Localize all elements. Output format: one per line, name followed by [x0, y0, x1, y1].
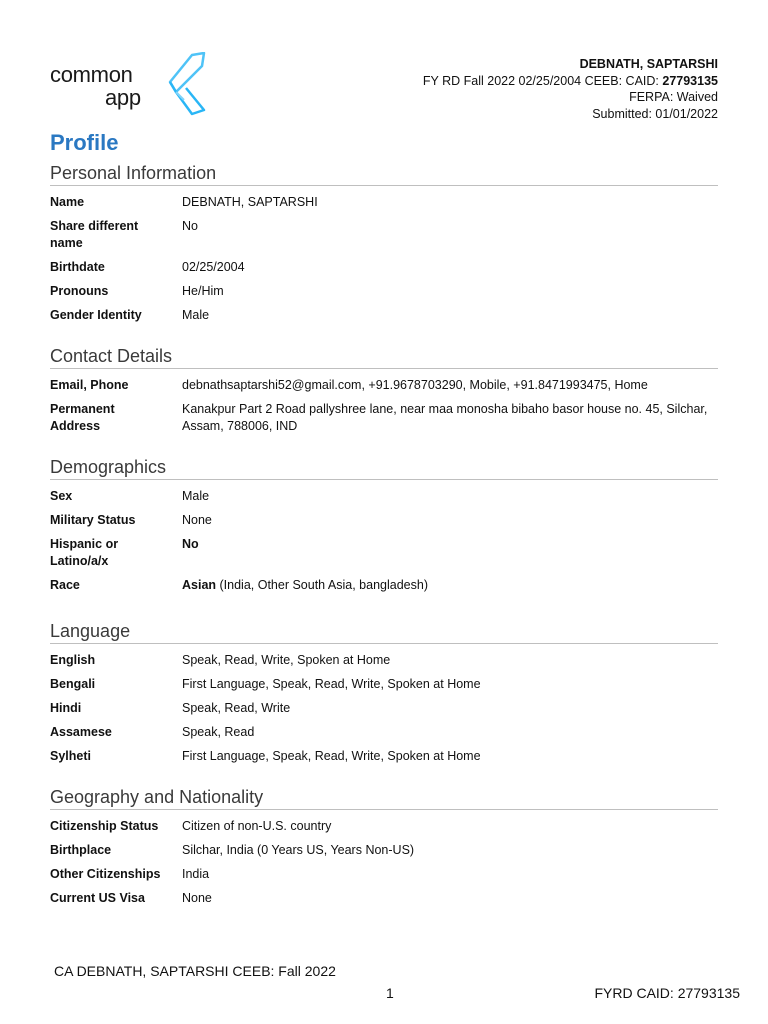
- field-label: Assamese: [50, 725, 112, 739]
- demographics-section: [50, 456, 718, 594]
- field-label: Hindi: [50, 701, 82, 715]
- row-citizenship-status: [50, 818, 718, 835]
- row-pronouns: [50, 283, 718, 300]
- field-value: Citizen of non-U.S. country: [182, 819, 332, 833]
- field-value: Speak, Read, Write: [182, 701, 291, 715]
- page-number: 1: [386, 985, 394, 1001]
- row-language-sylheti: [50, 748, 718, 765]
- field-label: Gender Identity: [50, 308, 142, 322]
- logo-line-2: app: [105, 85, 141, 110]
- ferpa-status: FERPA: Waived: [629, 90, 718, 104]
- section-heading: Demographics: [50, 456, 718, 480]
- field-value: debnathsaptarshi52@gmail.com, +91.9678703290, Mobile, +91.8471993475, Home: [182, 378, 648, 392]
- row-birthplace: [50, 842, 718, 859]
- field-label: Hispanic or Latino/a/x: [50, 537, 119, 568]
- field-label: Name: [50, 195, 85, 209]
- field-label: Current US Visa: [50, 891, 145, 905]
- field-label: Permanent Address: [50, 402, 115, 433]
- row-name: [50, 194, 718, 211]
- row-race: [50, 577, 718, 594]
- row-gender-identity: [50, 307, 718, 324]
- field-value: India: [182, 867, 210, 881]
- section-heading: Personal Information: [50, 162, 718, 186]
- applicant-header: [423, 56, 718, 122]
- field-value: Male: [182, 308, 210, 322]
- row-permanent-address: [50, 401, 718, 435]
- field-value: He/Him: [182, 284, 224, 298]
- footer-caid: FYRD CAID: 27793135: [594, 985, 740, 1001]
- submitted-date: Submitted: 01/01/2022: [592, 106, 718, 121]
- field-label: Birthplace: [50, 843, 112, 857]
- section-heading: Geography and Nationality: [50, 786, 718, 810]
- field-value: Kanakpur Part 2 Road pallyshree lane, near maa monosha bibaho basor house no. 45, Silchar, Assam, 788006, IND: [182, 402, 708, 433]
- field-label: Share different name: [50, 219, 139, 250]
- common-app-logo: [50, 52, 210, 118]
- field-value: None: [182, 513, 212, 527]
- field-value: Speak, Read, Write, Spoken at Home: [182, 653, 391, 667]
- geography-nationality-section: [50, 786, 718, 907]
- field-label: Citizenship Status: [50, 819, 159, 833]
- field-value: Silchar, India (0 Years US, Years Non-US): [182, 843, 415, 857]
- field-label: Pronouns: [50, 284, 109, 298]
- caid-number: 27793135: [662, 73, 718, 88]
- footer-applicant: CA DEBNATH, SAPTARSHI CEEB: Fall 2022: [54, 963, 336, 979]
- personal-information-section: [50, 162, 718, 324]
- field-label: Race: [50, 578, 80, 592]
- row-language-hindi: [50, 700, 718, 717]
- row-hispanic-latino: [50, 536, 718, 570]
- field-value: 02/25/2004: [182, 260, 245, 274]
- field-value: No: [182, 537, 199, 551]
- field-label: Sylheti: [50, 749, 91, 763]
- field-value: First Language, Speak, Read, Write, Spoken at Home: [182, 677, 481, 691]
- row-current-us-visa: [50, 890, 718, 907]
- row-other-citizenships: [50, 866, 718, 883]
- field-label: Military Status: [50, 513, 136, 527]
- contact-details-section: [50, 345, 718, 435]
- row-sex: [50, 488, 718, 505]
- row-language-english: [50, 652, 718, 669]
- field-value: None: [182, 891, 212, 905]
- logo-wordmark: [50, 63, 141, 109]
- application-info-prefix: FY RD Fall 2022 02/25/2004 CEEB: CAID:: [422, 73, 663, 88]
- field-label: English: [50, 653, 96, 667]
- field-value: DEBNATH, SAPTARSHI: [182, 195, 318, 209]
- section-heading: Language: [50, 620, 718, 644]
- field-label: Bengali: [50, 677, 96, 691]
- logo-line-1: common: [50, 62, 133, 87]
- row-language-assamese: [50, 724, 718, 741]
- field-label: Other Citizenships: [50, 867, 161, 881]
- field-value: First Language, Speak, Read, Write, Spoken at Home: [182, 749, 481, 763]
- applicant-name: DEBNATH, SAPTARSHI: [579, 57, 718, 71]
- field-label: Birthdate: [50, 260, 105, 274]
- field-value: No: [182, 219, 198, 233]
- field-value: Male: [182, 489, 210, 503]
- field-value: Speak, Read: [182, 725, 255, 739]
- row-birthdate: [50, 259, 718, 276]
- row-military-status: [50, 512, 718, 529]
- section-heading: Contact Details: [50, 345, 718, 369]
- field-value: [182, 577, 718, 594]
- race-primary: Asian: [182, 578, 217, 592]
- row-share-different-name: [50, 218, 718, 252]
- field-label: Sex: [50, 489, 73, 503]
- page-title: Profile: [50, 130, 119, 155]
- race-detail: (India, Other South Asia, bangladesh): [216, 578, 428, 592]
- language-section: [50, 620, 718, 765]
- application-info: [423, 73, 718, 90]
- row-email-phone: [50, 377, 718, 394]
- row-language-bengali: [50, 676, 718, 693]
- common-app-mark-icon: [162, 52, 208, 118]
- field-label: Email, Phone: [50, 378, 129, 392]
